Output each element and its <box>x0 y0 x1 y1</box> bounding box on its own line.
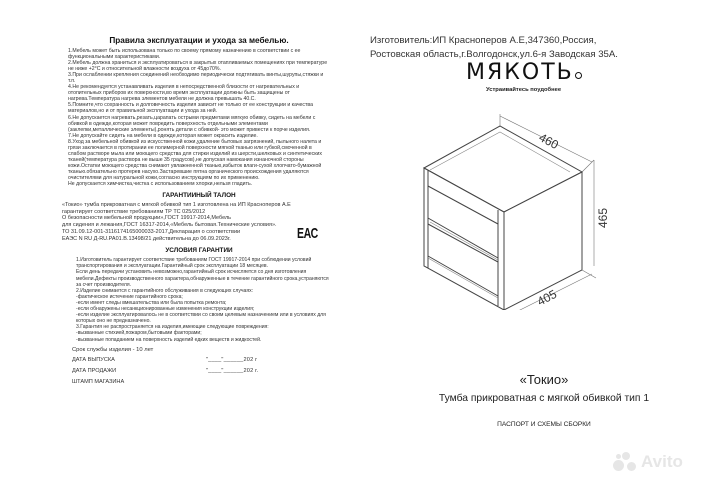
stamp-row <box>72 379 330 385</box>
conditions-item: Если день передачи установить невозможно,гарантийный срок исчисляется со дня изготовления мебели.Дефекты производственного характера,обнаруженные в течение гарантийного срока,устраняются за счет производителя. <box>76 269 329 288</box>
avito-watermark-text: Avito <box>641 452 683 471</box>
brand-logo <box>466 60 582 85</box>
depth-dimension: 405 <box>534 286 560 309</box>
logo-dot-icon <box>575 72 582 79</box>
conditions-item: -вызванные попаданием на поверхность изделий едких веществ и жидкостей. <box>76 336 262 343</box>
conditions-item: -если имеет следы вмешательства или была попытка ремонта; <box>76 299 227 306</box>
document-type: ПАСПОРТ И СХЕМЫ СБОРКИ <box>497 421 591 428</box>
sale-date-row <box>72 368 330 374</box>
manufacturer-info <box>370 34 618 62</box>
sale-date-label: ДАТА ПРОДАЖИ <box>72 367 117 374</box>
conditions-list <box>68 257 330 342</box>
rules-item: 7.Не допускайте сидеть на мебели в одежде,которая может окрасить изделие. <box>68 132 258 139</box>
left-page <box>62 36 330 390</box>
rules-item: 6.Не допускается нагревать,резать,царапать острыми предметами мягкую обивку, сидеть на мебели с обивкой в одежде,которая может повредить поверхность отдельными элементами (заклепки,металлические элементы),ронять детали с обивкой- это может привести к порче изделия. <box>68 114 316 133</box>
rules-item: 8.Уход за мебельной обивкой из искусственной кожи,удаление бытовых загрязнений, пыльного налета и грязи заключается в протирании ее полимерной поверхности мягкой тканью или губкой,смоченной в слабом растворе мыла или моющего средства для стирки изделий из шерсти,шелковых и синтетических тканей(температура раствора не выше 35 градусов),не допуская намокания изнаночной стороны кожи.Остатки моющего средства снимают увлажненной тканью,избыток влаги-сухой хлопчато-бумажной тканью.обязательно протерев насухо.Застаревшие пятна органического происхождения удаляются очистителями для натуральной кожи,согласно инструкциям по их применению. <box>68 138 322 181</box>
warranty-line: для сидения и лежания,ГОСТ 16317-2014,«Мебель бытовая.Технические условия». <box>62 222 277 229</box>
height-dimension: 465 <box>596 207 610 228</box>
warranty-line: гарантирует соответствие требованиям ТР ТС 025/2012 <box>62 208 206 215</box>
conditions-item: -если изделие эксплуатировалось не в соответствии со своим целевым назначением или в условиях для которых оно не предназначено. <box>76 312 326 325</box>
warranty-line: ЕАЭС N RU Д-RU.PA01.В.13498/21 действительна до 06.09.2023г. <box>62 235 231 242</box>
rules-item: 4.Не рекомендуется устанавливать изделия в непосредственной близости от нагревательных и отопительных приборов их поверхности,во время эксплуатации должны быть защищены от нагрева.Температура нагрева элементов мебели не должна превышать 40.С. <box>68 84 300 103</box>
conditions-item: 2.Изделие снимается с гарантийного обслуживания в следующих случаях: <box>76 287 254 294</box>
rules-item: 1.Мебель может быть использована только по своему прямому назначению в соответствии с ее функциональными характеристиками. <box>68 48 301 61</box>
release-date-row <box>72 357 330 363</box>
sale-date-value: "____"______202 г. <box>206 367 259 374</box>
conditions-title: УСЛОВИЯ ГАРАНТИИ <box>165 247 233 255</box>
conditions-item: -фактическое истечение гарантийного срока; <box>76 293 183 300</box>
conditions-item: -если обнаружены несанкционированные изменения конструкции изделия; <box>76 306 255 313</box>
conditions-item: -вызванные стихией,пожаром,бытовыми факторами; <box>76 330 202 337</box>
rules-item: 2.Мебель должна храниться и эксплуатироваться в закрытых отапливаемых помещениях при температуре не ниже +2°С и относительной влажности воздуха от 45до70%. <box>68 60 328 73</box>
service-life: Срок службы изделия - 10 лет <box>72 346 154 353</box>
rules-title: Правила эксплуатации и ухода за мебелью. <box>109 36 289 45</box>
manufacturer-line: Изготовитель:ИП Красноперов А.Е,347360,Россия, <box>370 35 597 46</box>
rules-list <box>68 48 330 187</box>
warranty-line: ТО 31.09.12-001-3116174165000033-2017,Декларация о соответствии <box>62 228 241 235</box>
rules-item: 5.Помните,что сохранность и долговечность изделия зависит не только от ее конструкции и качества материалов,но и от правильной эксплуатации и ухода за ней. <box>68 102 313 115</box>
product-subtitle: Тумба прикроватная с мягкой обивкой тип 1 <box>438 393 650 404</box>
release-date-value: "____"______202 г <box>206 356 258 363</box>
stamp-label: ШТАМП МАГАЗИНА <box>72 378 125 385</box>
nightstand-drawing <box>400 110 620 310</box>
release-date-label: ДАТА ВЫПУСКА <box>72 356 115 363</box>
conditions-item: 3.Гарантия не распространяется на изделия,имеющие следующие повреждения: <box>76 324 269 331</box>
brand-logo-text: МЯКОТЬ <box>466 60 574 85</box>
avito-watermark <box>613 452 683 472</box>
warranty-line: О безопасности мебельной продукции»,ГОСТ 19917-2014,Мебель <box>62 215 232 222</box>
conditions-item: 1.Изготовитель гарантирует соответствие требованиям ГОСТ 19917-2014 при соблюдении условий транспортирования и эксплуатации.Гарантийный срок эксплуатации 18 месяцев. <box>76 257 312 270</box>
brand-slogan: Устраивайтесь поудобнее <box>486 87 562 93</box>
avito-logo-icon <box>613 452 639 472</box>
rules-item: 3.При ослаблении крепления соединений необходимо периодически подтягивать винты,шурупы,стяжки и т.п. <box>68 72 324 85</box>
warranty-title: ГАРАНТИИНЫЙ ТАЛОН <box>162 192 236 200</box>
manufacturer-line: Ростовская область,г.Волгодонск,ул.6-я Заводская 35А. <box>370 49 618 60</box>
eac-mark-icon: ЕАС <box>297 225 318 243</box>
warranty-line: «Токио» тумба прикроватная с мягкой обивкой тип 1 изготовлена на ИП Красноперов А.Е <box>62 202 291 209</box>
rules-item: Не допускается химчистка,чистка с использованием хлорки,нельзя гладить. <box>68 181 253 188</box>
width-dimension: 460 <box>536 130 561 153</box>
product-name: «Токио» <box>519 372 569 387</box>
right-page <box>368 0 720 488</box>
warranty-block <box>62 202 330 243</box>
